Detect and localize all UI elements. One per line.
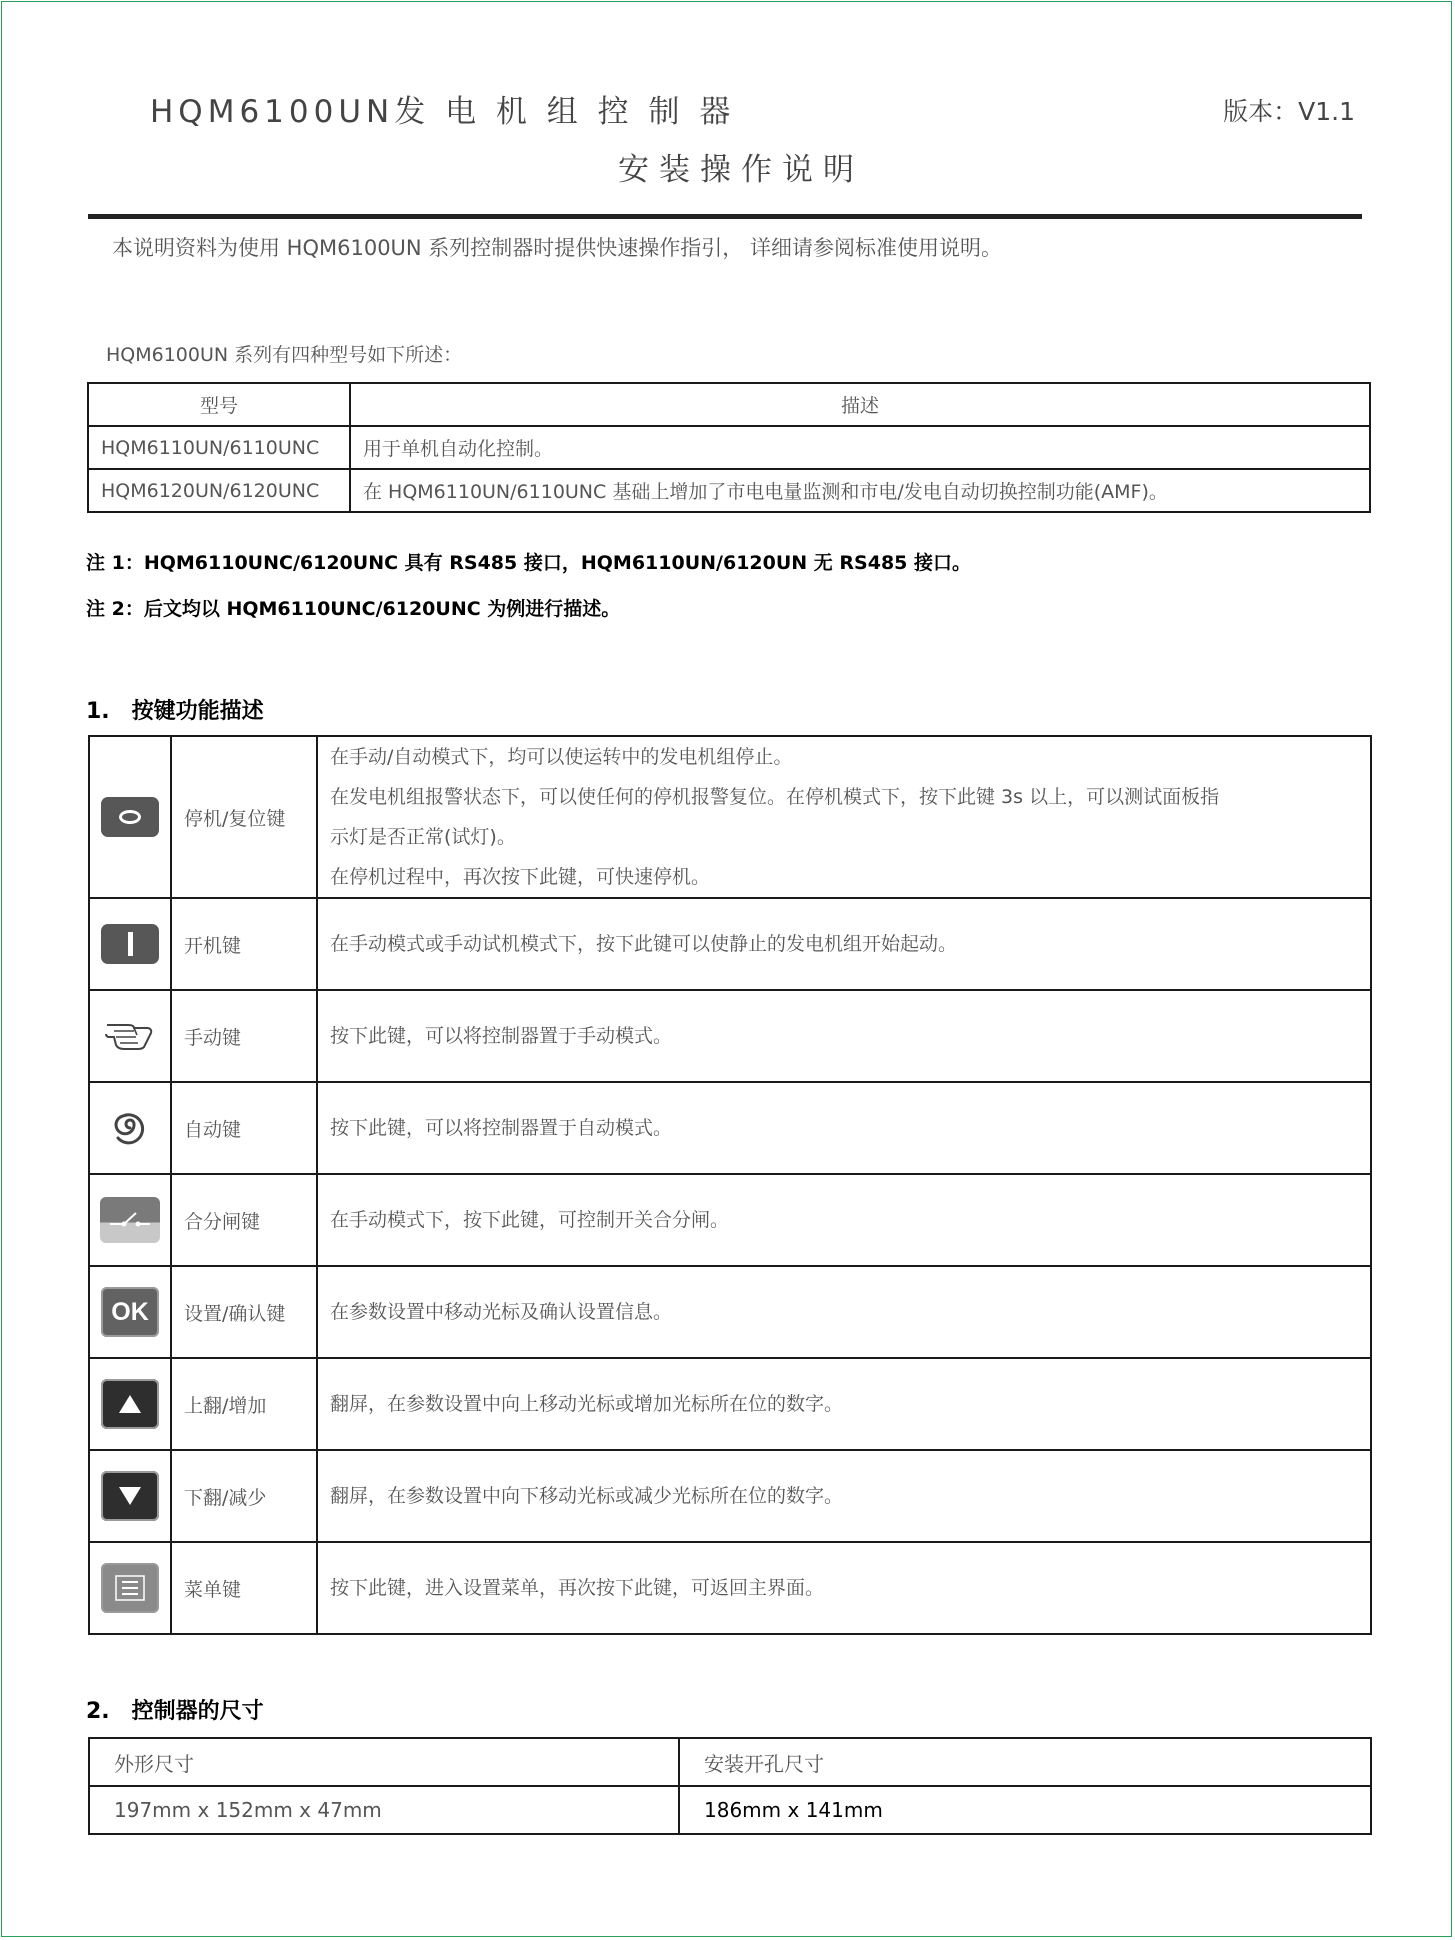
- section-heading-dimensions: 2. 控制器的尺寸: [86, 1699, 264, 1724]
- model-desc-cell: 在 HQM6110UN/6110UNC 基础上增加了市电电量监测和市电/发电自动切换控制功能(AMF)。: [350, 469, 1370, 512]
- start-key-icon: [101, 924, 159, 964]
- key-desc-line: 在手动/自动模式下，均可以使运转中的发电机组停止。: [330, 746, 793, 768]
- table-row: [89, 898, 1371, 990]
- table-row: [88, 469, 1370, 512]
- header-divider: [88, 214, 1362, 219]
- key-desc: 翻屏，在参数设置中向下移动光标或减少光标所在位的数字。: [317, 1450, 1371, 1542]
- model-cell: HQM6120UN/6120UNC: [88, 469, 350, 512]
- down-arrow-icon: [101, 1471, 159, 1521]
- key-name: 手动键: [171, 990, 317, 1082]
- table-header-row: [88, 383, 1370, 426]
- hand-icon: [104, 1017, 156, 1051]
- key-desc: 按下此键，进入设置菜单，再次按下此键，可返回主界面。: [317, 1542, 1371, 1634]
- model-desc-cell: 用于单机自动化控制。: [350, 426, 1370, 469]
- table-row: [89, 1786, 1371, 1834]
- key-desc-line: 示灯是否正常(试灯)。: [330, 826, 516, 848]
- document-subtitle: 安装操作说明: [618, 152, 864, 188]
- ok-key-label: OK: [111, 1297, 149, 1326]
- stop-key-icon: [101, 797, 159, 837]
- key-name: 自动键: [171, 1082, 317, 1174]
- header-cell-model: 型号: [88, 383, 350, 426]
- key-name: 合分闸键: [171, 1174, 317, 1266]
- table-row: [89, 1542, 1371, 1634]
- model-cell: HQM6110UN/6110UNC: [88, 426, 350, 469]
- table-row: [89, 1450, 1371, 1542]
- header-cell-cutout: 安装开孔尺寸: [679, 1738, 1371, 1786]
- key-desc: 在参数设置中移动光标及确认设置信息。: [317, 1266, 1371, 1358]
- section-heading-keys: 1. 按键功能描述: [86, 699, 264, 724]
- intro-text: 本说明资料为使用 HQM6100UN 系列控制器时提供快速操作指引， 详细请参阅标准使用说明。: [112, 236, 1002, 260]
- key-name: 停机/复位键: [171, 736, 317, 898]
- table-row: [88, 426, 1370, 469]
- models-table: [87, 382, 1371, 513]
- table-row: [89, 1266, 1371, 1358]
- ok-key-icon: [101, 1287, 159, 1337]
- table-row: [89, 736, 1371, 898]
- header-cell-desc: 描述: [350, 383, 1370, 426]
- key-desc: 翻屏，在参数设置中向上移动光标或增加光标所在位的数字。: [317, 1358, 1371, 1450]
- auto-icon: [108, 1104, 152, 1148]
- key-desc: 按下此键，可以将控制器置于手动模式。: [317, 990, 1371, 1082]
- key-desc-line: 在发电机组报警状态下，可以使任何的停机报警复位。在停机模式下，按下此键 3s 以上，可以测试面板指: [330, 786, 1220, 808]
- note-2: 注 2：后文均以 HQM6110UNC/6120UNC 为例进行描述。: [86, 598, 621, 620]
- key-name: 开机键: [171, 898, 317, 990]
- cutout-size: 186mm x 141mm: [679, 1786, 1371, 1834]
- header-cell-outline: 外形尺寸: [89, 1738, 679, 1786]
- note-1: 注 1：HQM6110UNC/6120UNC 具有 RS485 接口，HQM6110UN/6120UN 无 RS485 接口。: [86, 552, 972, 574]
- key-name: 上翻/增加: [171, 1358, 317, 1450]
- key-name: 设置/确认键: [171, 1266, 317, 1358]
- table-row: [89, 1082, 1371, 1174]
- version-label: 版本：V1.1: [1223, 97, 1355, 126]
- dimensions-table: [88, 1737, 1372, 1835]
- key-desc: 按下此键，可以将控制器置于自动模式。: [317, 1082, 1371, 1174]
- document-title: HQM6100UN发 电 机 组 控 制 器: [150, 94, 736, 130]
- up-arrow-icon: [101, 1379, 159, 1429]
- table-row: [89, 1174, 1371, 1266]
- models-intro: HQM6100UN 系列有四种型号如下所述：: [106, 344, 463, 366]
- key-desc: 在手动模式下，按下此键，可控制开关合分闸。: [317, 1174, 1371, 1266]
- table-row: [89, 1358, 1371, 1450]
- key-desc: 在手动模式或手动试机模式下，按下此键可以使静止的发电机组开始起动。: [317, 898, 1371, 990]
- breaker-switch-icon: [100, 1197, 160, 1243]
- table-header-row: [89, 1738, 1371, 1786]
- menu-icon: [101, 1563, 159, 1613]
- key-name: 菜单键: [171, 1542, 317, 1634]
- key-desc-line: 在停机过程中，再次按下此键，可快速停机。: [330, 866, 711, 888]
- key-name: 下翻/减少: [171, 1450, 317, 1542]
- keys-table: [88, 735, 1372, 1635]
- outline-size: 197mm x 152mm x 47mm: [89, 1786, 679, 1834]
- table-row: [89, 990, 1371, 1082]
